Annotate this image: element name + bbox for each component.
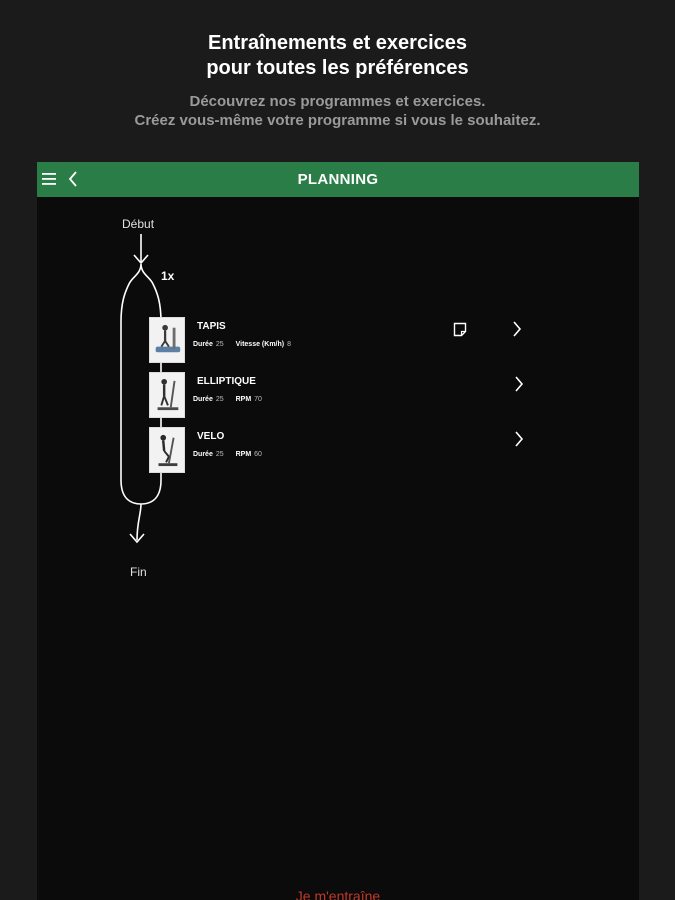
exercise-name: VELO [197,431,225,442]
param-label: RPM [235,396,252,403]
exercise-params [193,451,272,458]
exercise-row-elliptique[interactable] [149,372,529,418]
note-icon[interactable] [453,322,467,337]
exercise-params [193,396,272,403]
chevron-right-icon[interactable] [513,375,525,393]
promo-title [0,31,675,81]
flow-start-label: Début [122,217,155,231]
param-label: RPM [235,451,252,458]
param-value: 70 [254,396,262,403]
param-label: Durée [193,396,213,403]
elliptical-thumbnail [149,372,185,418]
param-value: 8 [287,341,291,348]
param-label: Durée [193,341,213,348]
exercise-row-tapis[interactable] [149,317,529,363]
page-title: PLANNING [297,171,379,188]
param-value: 60 [254,451,262,458]
flow-end-label: Fin [130,565,147,579]
chevron-right-icon[interactable] [513,430,525,448]
exercise-name: TAPIS [197,321,226,332]
param-label: Vitesse (Km/h) [235,341,285,348]
promo-subtitle-line1: Découvrez nos programmes et exercices. [189,93,486,110]
promo-subtitle-line2: Créez vous-même votre programme si vous le souhaitez. [134,112,541,129]
param-value: 25 [215,396,224,403]
param-value: 25 [215,341,224,348]
chevron-right-icon[interactable] [511,320,523,338]
exercise-row-velo[interactable] [149,427,529,473]
top-app-bar [37,162,639,197]
promo-subtitle [0,92,675,130]
param-value: 25 [215,451,224,458]
exercise-params [193,341,301,348]
bike-thumbnail [149,427,185,473]
treadmill-thumbnail [149,317,185,363]
promo-title-line1: Entraînements et exercices [207,32,468,54]
param-label: Durée [193,451,213,458]
repeat-count-label: 1x [161,269,175,283]
exercise-name: ELLIPTIQUE [197,376,256,387]
app-screen [37,162,639,900]
start-training-button[interactable]: Je m'entraîne [295,888,381,900]
promo-title-line2: pour toutes les préférences [206,57,469,79]
